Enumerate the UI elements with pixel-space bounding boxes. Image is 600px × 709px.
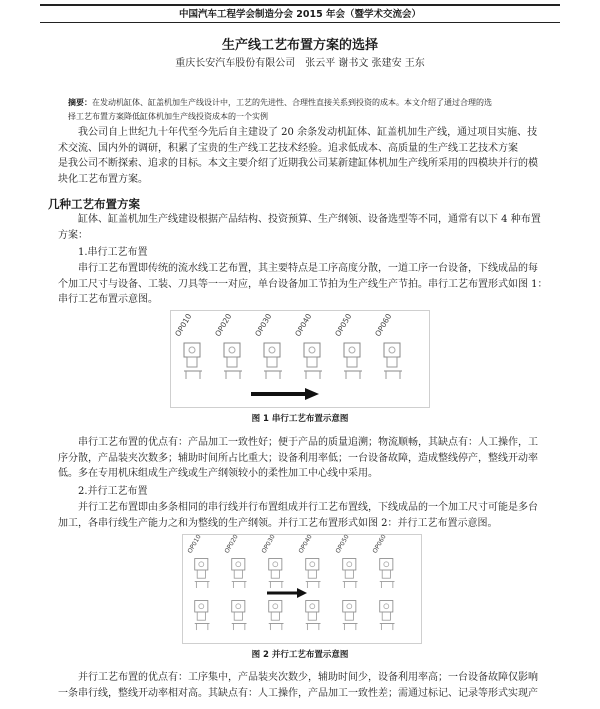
station-machine <box>340 555 360 589</box>
flow-arrow <box>249 387 321 401</box>
station-machine <box>381 339 405 381</box>
machine-icon <box>340 555 360 589</box>
running-header: 中国汽车工程学会制造分会 2015 年会（暨学术交流会） <box>178 9 422 20</box>
figure-2 <box>182 534 422 644</box>
serial-pros-line-1: 串行工艺布置的优点有：产品加工一致性好；便于产品的质量追溯；物流顺畅，其缺点有：人工操作，工 <box>78 437 538 448</box>
paper-authors: 重庆长安汽车股份有限公司 张云平 谢书文 张建安 王东 <box>175 58 425 69</box>
intro-line-2: 术交流、国内外的调研，积累了宝贵的生产线工艺技术经验。追求低成本、高质量的生产线工艺技术方案 <box>58 142 518 154</box>
abstract <box>68 95 548 124</box>
station-label: OP040 <box>296 533 314 555</box>
machine-icon <box>229 555 249 589</box>
section-heading: 几种工艺布置方案 <box>48 197 140 211</box>
intro-line-1: 我公司自上世纪九十年代至今先后自主建设了 20 余条发动机缸体、缸盖机加生产线，通过项目实施、技 <box>78 127 538 138</box>
section-intro-line-2: 方案： <box>58 229 88 241</box>
section-intro <box>58 212 550 243</box>
intro-paragraph <box>58 125 550 187</box>
parallel-heading-text: 2.并行工艺布置 <box>78 486 148 497</box>
machine-icon <box>301 339 325 381</box>
serial-line-3: 串行工艺布置示意图。 <box>58 294 158 305</box>
machine-icon <box>266 597 286 631</box>
parallel-pros-line-2: 一条串行线，整线开动率相对高。其缺点有：人工操作，产品加工一致性差；需通过标记、记录等形式实现产 <box>58 687 538 699</box>
flow-arrow-head <box>305 388 319 400</box>
station-machine <box>261 339 285 381</box>
serial-heading-text: 1.串行工艺布置 <box>78 247 148 258</box>
station-label: OP040 <box>293 312 314 338</box>
station-label: OP010 <box>173 312 194 338</box>
serial-paragraph <box>58 261 550 308</box>
machine-icon <box>192 555 212 589</box>
figure-1-caption: 图 1 串行工艺布置示意图 <box>251 414 349 424</box>
serial-line-1: 串行工艺布置即传统的流水线工艺布置，其主要特点是工序高度分散，一道工序一台设备，下线成品的每 <box>78 263 538 274</box>
station-machine <box>377 555 397 589</box>
station-label: OP030 <box>253 312 274 338</box>
machine-icon <box>261 339 285 381</box>
machine-icon <box>192 597 212 631</box>
header-bottom-rule <box>40 22 560 23</box>
station-machine <box>266 555 286 589</box>
parallel-paragraph <box>58 500 550 531</box>
parallel-line-2: 加工，各串行线生产能力之和为整线的生产纲领。并行工艺布置形式如图 2：并行工艺布置示意图。 <box>58 517 498 529</box>
station-machine <box>229 555 249 589</box>
machine-icon <box>340 597 360 631</box>
serial-pros-line-2: 序分散，产品装夹次数多；辅助时间所占比重大；设备利用率低；一台设备故障，造成整线停产，整线开动率 <box>58 452 538 464</box>
machine-icon <box>266 555 286 589</box>
machine-icon <box>229 597 249 631</box>
parallel-heading <box>58 484 550 500</box>
machine-icon <box>381 339 405 381</box>
machine-icon <box>341 339 365 381</box>
parallel-line-1: 并行工艺布置即由多条相同的串行线并行布置组成并行工艺布置线，下线成品的一个加工尺寸可能是多台 <box>78 502 538 513</box>
machine-icon <box>303 555 323 589</box>
station-machine <box>192 597 212 631</box>
serial-heading <box>58 245 550 261</box>
parallel-pros-line-1: 并行工艺布置的优点有：工序集中，产品装夹次数少，辅助时间少，设备利用率高；一台设备故障仅影响 <box>78 672 538 683</box>
station-machine <box>192 555 212 589</box>
figure-2-caption: 图 2 并行工艺布置示意图 <box>251 650 349 660</box>
station-machine <box>377 597 397 631</box>
serial-pros-paragraph <box>58 435 550 482</box>
station-label: OP020 <box>222 533 240 555</box>
section-intro-line-1: 缸体、缸盖机加生产线建设根据产品结构、投资预算、生产纲领、设备选型等不同，通常有以下 4 种布置 <box>78 214 541 225</box>
serial-pros-line-3: 低。多在专用机床组成生产线或生产纲领较小的柔性加工中心线中采用。 <box>58 468 378 479</box>
abstract-line-2: 择工艺布置方案降低缸体机加生产线投资成本的一个实例 <box>68 112 268 121</box>
station-label: OP020 <box>213 312 234 338</box>
station-machine <box>341 339 365 381</box>
station-machine <box>301 339 325 381</box>
intro-line-4: 块化工艺布置方案。 <box>58 173 148 185</box>
flow-arrow-2 <box>265 587 309 599</box>
machine-icon <box>303 597 323 631</box>
station-label: OP060 <box>373 312 394 338</box>
serial-line-2: 个加工尺寸与设备、工装、刀具等一一对应，单台设备加工节拍为生产线生产节拍。串行工艺布置形式如图 1： <box>58 278 548 290</box>
station-machine <box>340 597 360 631</box>
station-machine <box>266 597 286 631</box>
station-machine <box>221 339 245 381</box>
station-label: OP010 <box>185 533 203 555</box>
station-label: OP060 <box>370 533 388 555</box>
machine-icon <box>221 339 245 381</box>
parallel-pros-paragraph <box>58 670 550 701</box>
paper-title: 生产线工艺布置方案的选择 <box>221 38 378 53</box>
flow-arrow-2-head <box>297 588 307 598</box>
abstract-line-1: 在发动机缸体、缸盖机加生产线设计中，工艺的先进性、合理性直接关系到投资的成本。本文介绍了通过合理的选 <box>92 98 492 107</box>
station-label: OP050 <box>333 312 354 338</box>
station-label: OP050 <box>333 533 351 555</box>
station-machine <box>229 597 249 631</box>
station-machine <box>181 339 205 381</box>
machine-icon <box>377 555 397 589</box>
station-machine <box>303 555 323 589</box>
figure-1 <box>170 310 430 408</box>
station-label: OP030 <box>259 533 277 555</box>
abstract-label: 摘要： <box>68 97 92 107</box>
machine-icon <box>181 339 205 381</box>
intro-line-3: 是我公司不断探索、追求的目标。本文主要介绍了近期我公司某新建缸体机加生产线所采用的四模块并行的模 <box>58 158 538 169</box>
machine-icon <box>377 597 397 631</box>
station-machine <box>303 597 323 631</box>
